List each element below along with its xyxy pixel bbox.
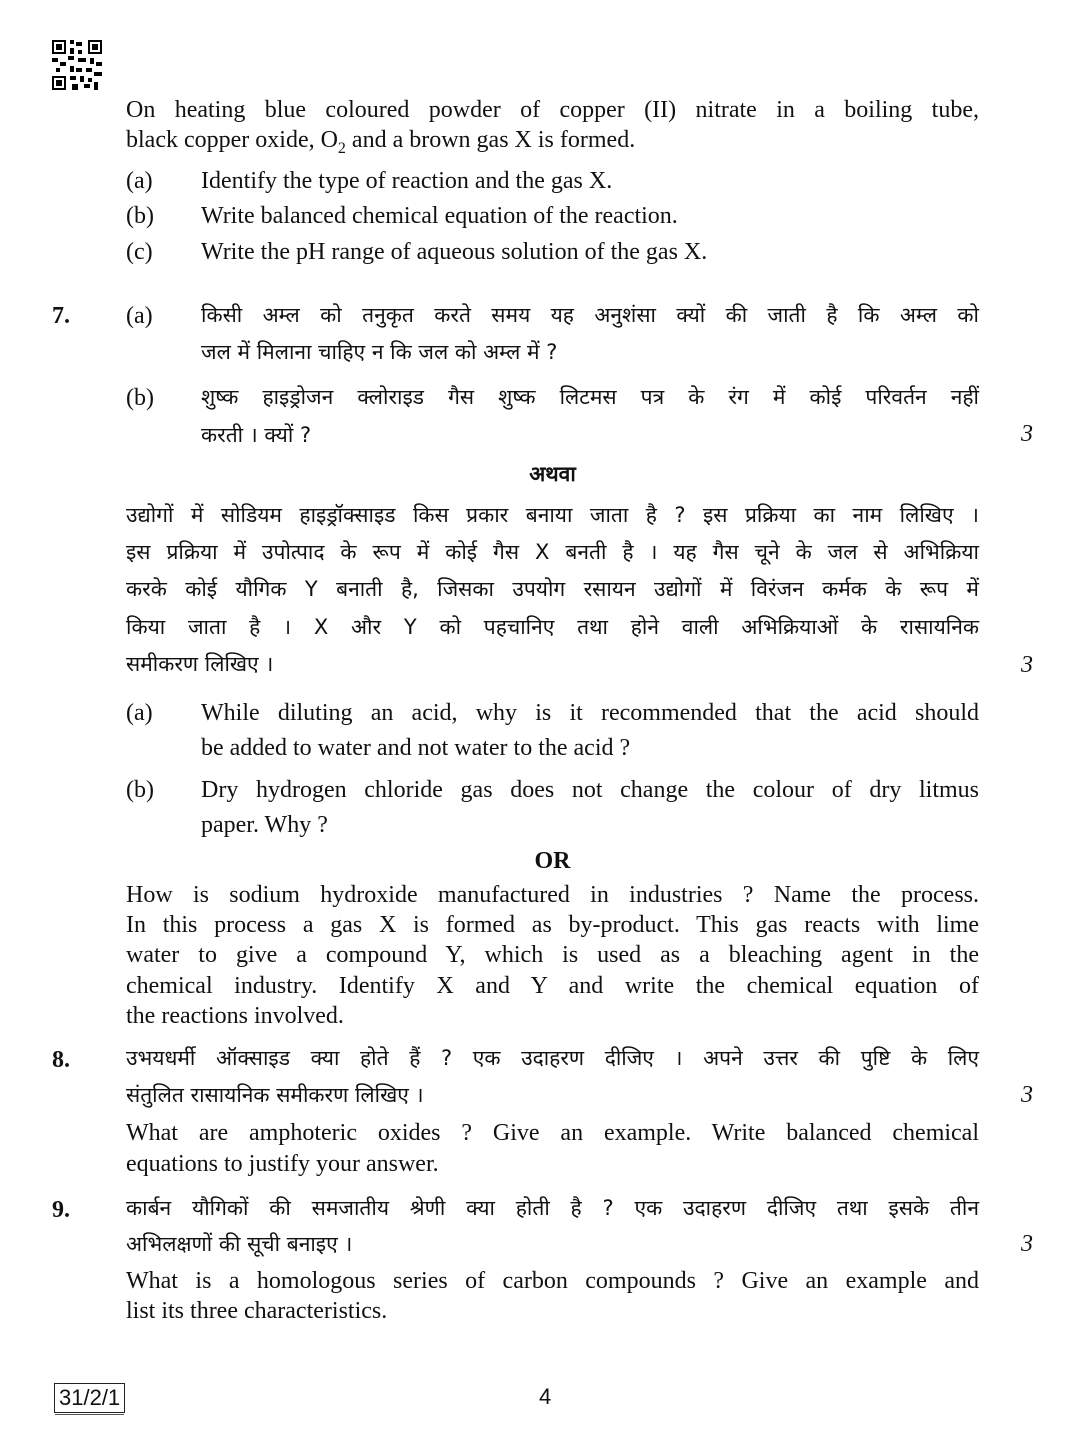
hindi-question-line-2: संतुलित रासायनिक समीकरण लिखिए ।	[126, 1083, 424, 1107]
hindi-part-a-line-2: जल में मिलाना चाहिए न कि जल को अम्ल में ?	[201, 340, 558, 364]
hindi-or-line: उद्योगों में सोडियम हाइड्रॉक्साइड किस प्रकार बनाया जाता है ? इस प्रक्रिया का नाम लिखिए ।	[126, 503, 979, 527]
hindi-or-line: करके कोई यौगिक Y बनाती है, जिसका उपयोग रसायन उद्योगों में विरंजन कर्मक के रूप में	[126, 577, 979, 601]
marks: 3	[1021, 652, 1033, 678]
english-part-b-line-2: paper. Why ?	[201, 812, 328, 838]
intro-item-text: Identify the type of reaction and the gas X.	[201, 168, 613, 194]
hindi-part-b-line-1: शुष्क हाइड्रोजन क्लोराइड गैस शुष्क लिटमस पत्र के रंग में कोई परिवर्तन नहीं	[201, 385, 979, 409]
intro-item-text: Write balanced chemical equation of the reaction.	[201, 203, 678, 229]
english-or-line: the reactions involved.	[126, 1003, 344, 1029]
english-or-line: How is sodium hydroxide manufactured in industries ? Name the process.	[126, 882, 979, 908]
hindi-or-line: समीकरण लिखिए ।	[126, 652, 274, 676]
english-question-line-1: What is a homologous series of carbon compounds ? Give an example and	[126, 1268, 979, 1294]
intro-line-1: On heating blue coloured powder of copper (II) nitrate in a boiling tube,	[126, 97, 979, 123]
english-or-line: In this process a gas X is formed as by-product. This gas reacts with lime	[126, 912, 979, 938]
hindi-part-b-line-2: करती । क्यों ?	[201, 423, 312, 447]
hindi-part-label: (a)	[126, 303, 153, 329]
marks: 3	[1021, 421, 1033, 447]
english-part-label: (a)	[126, 700, 153, 726]
hindi-part-a-line-1: किसी अम्ल को तनुकृत करते समय यह अनुशंसा क्यों की जाती है कि अम्ल को	[201, 303, 979, 327]
intro-line-2: black copper oxide, $O_2$ and a brown gas X is formed.	[126, 127, 636, 157]
hindi-or-line: इस प्रक्रिया में उपोत्पाद के रूप में कोई गैस X बनती है । यह गैस चूने के जल से अभिक्रिया	[126, 540, 979, 564]
english-question-line-2: equations to justify your answer.	[126, 1151, 439, 1177]
intro-item-label: (a)	[126, 168, 153, 194]
paper-code: 31/2/1	[54, 1383, 125, 1413]
english-part-a-line-2: be added to water and not water to the acid ?	[201, 735, 631, 761]
intro-item-text: Write the pH range of aqueous solution of the gas X.	[201, 239, 708, 265]
english-or-heading: OR	[534, 848, 571, 874]
hindi-part-label: (b)	[126, 385, 154, 411]
hindi-question-line-2: अभिलक्षणों की सूची बनाइए ।	[126, 1232, 353, 1256]
question-number: 9.	[52, 1197, 70, 1223]
hindi-question-line-1: उभयधर्मी ऑक्साइड क्या होते हैं ? एक उदाहरण दीजिए । अपने उत्तर की पुष्टि के लिए	[126, 1046, 979, 1070]
question-number: 8.	[52, 1047, 70, 1073]
hindi-or-line: किया जाता है । X और Y को पहचानिए तथा होने वाली अभिक्रियाओं के रासायनिक	[126, 615, 979, 639]
page-number: 4	[539, 1384, 552, 1409]
english-question-line-1: What are amphoteric oxides ? Give an example. Write balanced chemical	[126, 1120, 979, 1146]
english-question-line-2: list its three characteristics.	[126, 1298, 388, 1324]
question-number: 7.	[52, 303, 70, 329]
english-part-label: (b)	[126, 777, 154, 803]
intro-item-label: (c)	[126, 239, 153, 265]
marks: 3	[1021, 1231, 1033, 1257]
english-or-line: water to give a compound Y, which is used as a bleaching agent in the	[126, 942, 979, 968]
marks: 3	[1021, 1082, 1033, 1108]
hindi-question-line-1: कार्बन यौगिकों की समजातीय श्रेणी क्या होती है ? एक उदाहरण दीजिए तथा इसके तीन	[126, 1196, 979, 1220]
intro-item-label: (b)	[126, 203, 154, 229]
english-part-a-line-1: While diluting an acid, why is it recommended that the acid should	[201, 700, 979, 726]
english-part-b-line-1: Dry hydrogen chloride gas does not change the colour of dry litmus	[201, 777, 979, 803]
english-or-line: chemical industry. Identify X and Y and write the chemical equation of	[126, 973, 979, 999]
qr-code	[52, 40, 102, 90]
hindi-or-heading: अथवा	[529, 462, 576, 486]
